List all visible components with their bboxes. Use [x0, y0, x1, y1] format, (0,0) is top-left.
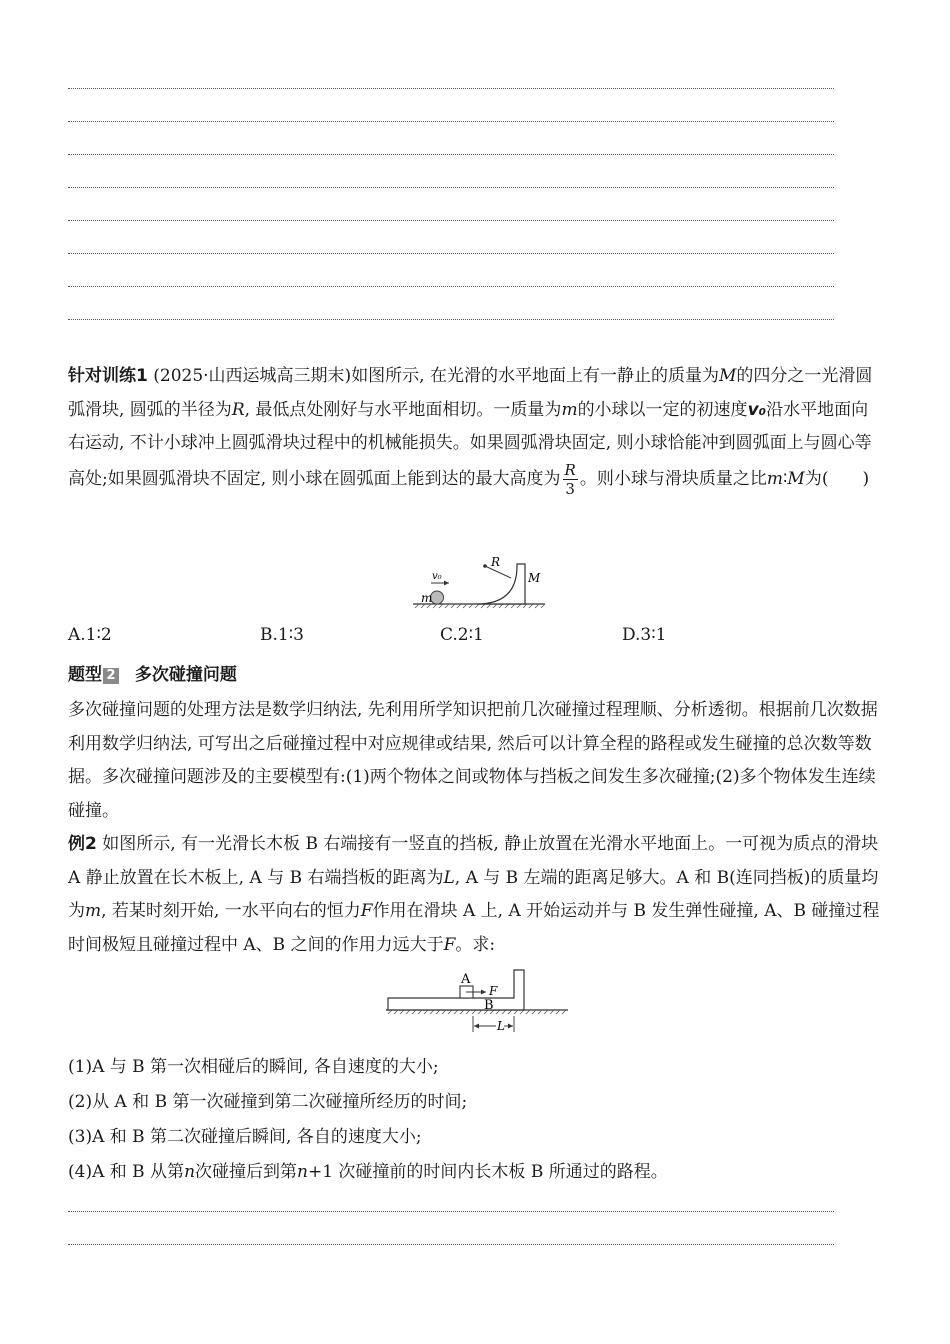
practice-text: , 最低点处刚好与水平地面相切。一质量为: [244, 399, 562, 420]
intro-text: 多次碰撞问题的处理方法是数学归纳法, 先利用所学知识把前几次碰撞过程理顺、分析透彻。根据前几次数据利用数学归纳法, 可写出之后碰撞过程中对应规律或结果, 然后可以计算全程的路程或发生碰撞的总次数等数据。多次碰撞问题涉及的主要模型有:(1)两个物体之间或物体与挡板之间发生多次碰撞;(2)多个物体发生连续碰撞。: [68, 700, 878, 821]
force-arrowhead: [481, 990, 486, 995]
var-R: R: [231, 399, 245, 420]
dim-arrow-right: [508, 1024, 513, 1029]
fraction-numerator: R: [564, 460, 576, 479]
example-text: 如图所示, 有一光滑长木板 B 右端接有一竖直的挡板, 静止放置在光滑水平地面上。一可视为质点的滑块 A 静止放置在长木板上, A 与 B 右端挡板的距离为: [68, 834, 879, 888]
label-v0: v₀: [432, 571, 442, 582]
var-n: n: [184, 1162, 196, 1182]
practice-text: 沿水平地面向右运动, 不计小球冲上圆弧滑块过程中的机械能损失。如果圆弧滑块固定, 则小球恰能冲到圆弧面上与圆心等高处;如果圆弧滑块不固定, 则小球在圆弧面上能到达的最大高度为: [68, 399, 872, 489]
answer-line: [68, 187, 834, 188]
answer-line: [68, 121, 834, 122]
question-3: (3)A 和 B 第二次碰撞后瞬间, 各自的速度大小;: [68, 1127, 422, 1147]
answer-line: [68, 1211, 834, 1212]
example-text: 。求:: [455, 934, 496, 955]
question-4-text: +1 次碰撞前的时间内长木板 B 所通过的路程。: [307, 1162, 668, 1182]
fraction-denominator: 3: [565, 479, 575, 498]
example-label: 例2: [68, 834, 97, 854]
question-4: [68, 1157, 668, 1182]
section-label: 题型: [68, 665, 102, 685]
var-M: M: [787, 468, 805, 489]
question-4-text: (4)A 和 B 从第: [68, 1162, 185, 1182]
practice-text: 如图所示, 在光滑的水平地面上有一静止的质量为: [351, 366, 719, 386]
answer-line: [68, 1244, 834, 1245]
slider-figure: [405, 552, 550, 610]
answer-line: [68, 286, 834, 287]
answer-line: [68, 220, 834, 221]
question-4-text: 次碰撞后到第: [195, 1162, 298, 1182]
answer-line: [68, 319, 834, 320]
label-L: L: [497, 1019, 505, 1033]
answer-line: [68, 253, 834, 254]
answer-line: [68, 154, 834, 155]
label-M: M: [528, 571, 541, 585]
board-figure: [380, 968, 570, 1040]
var-m: m: [85, 901, 102, 921]
option-a[interactable]: A.1∶2: [68, 625, 112, 645]
practice-source: (2025·山西运城高三期末): [153, 366, 352, 386]
option-b[interactable]: B.1∶3: [260, 625, 304, 645]
quarter-circle-slider: [477, 564, 525, 604]
section-heading: [68, 660, 237, 685]
example-problem: [68, 828, 883, 962]
var-L: L: [443, 867, 455, 888]
var-F: F: [443, 934, 456, 955]
dim-arrow-left: [474, 1024, 479, 1029]
label-m: m: [421, 591, 433, 605]
section-title: 多次碰撞问题: [134, 665, 237, 685]
var-v0: v₀: [747, 399, 767, 420]
answer-line: [68, 88, 834, 89]
example-text: , A 与 B 左端的距离足够大。A 和 B(连同挡板)的质量均为: [68, 867, 879, 921]
label-F: F: [489, 984, 498, 998]
var-m: m: [766, 468, 783, 489]
practice-text: 为( ): [804, 468, 870, 489]
practice-text: 。则小球与滑块质量之比: [579, 468, 767, 489]
velocity-arrowhead: [444, 581, 449, 586]
option-d[interactable]: D.3∶1: [622, 625, 667, 645]
ratio-sep: ∶: [782, 468, 788, 489]
var-m: m: [561, 399, 578, 420]
var-n: n: [297, 1162, 308, 1182]
answer-options: [68, 625, 883, 649]
center-dot: [483, 564, 487, 568]
practice-label: 针对训练1: [68, 366, 148, 386]
example-text: , 若某时刻开始, 一水平向右的恒力: [101, 901, 361, 921]
label-A: A: [461, 972, 471, 987]
board-B: [388, 970, 524, 1010]
ball: [431, 591, 444, 604]
intro-paragraph: [68, 694, 883, 828]
label-B: B: [484, 998, 494, 1013]
var-F: F: [360, 901, 373, 921]
fraction-r-over-3: [563, 461, 578, 498]
practice-problem: [68, 360, 883, 498]
question-2: (2)从 A 和 B 第一次碰撞到第二次碰撞所经历的时间;: [68, 1092, 468, 1112]
practice-text: 的四分之一光滑圆弧滑块, 圆弧的半径为: [68, 366, 873, 420]
label-R: R: [491, 555, 501, 569]
practice-text: 的小球以一定的初速度: [577, 399, 748, 420]
example-text: 作用在滑块 A 上, A 开始运动并与 B 发生弹性碰撞, A、B 碰撞过程时间极短且碰撞过程中 A、B 之间的作用力远大于: [68, 901, 880, 955]
section-number-badge: 2: [103, 668, 119, 684]
var-M: M: [719, 366, 737, 386]
question-1: (1)A 与 B 第一次相碰后的瞬间, 各自速度的大小;: [68, 1057, 439, 1077]
option-c[interactable]: C.2∶1: [440, 625, 484, 645]
